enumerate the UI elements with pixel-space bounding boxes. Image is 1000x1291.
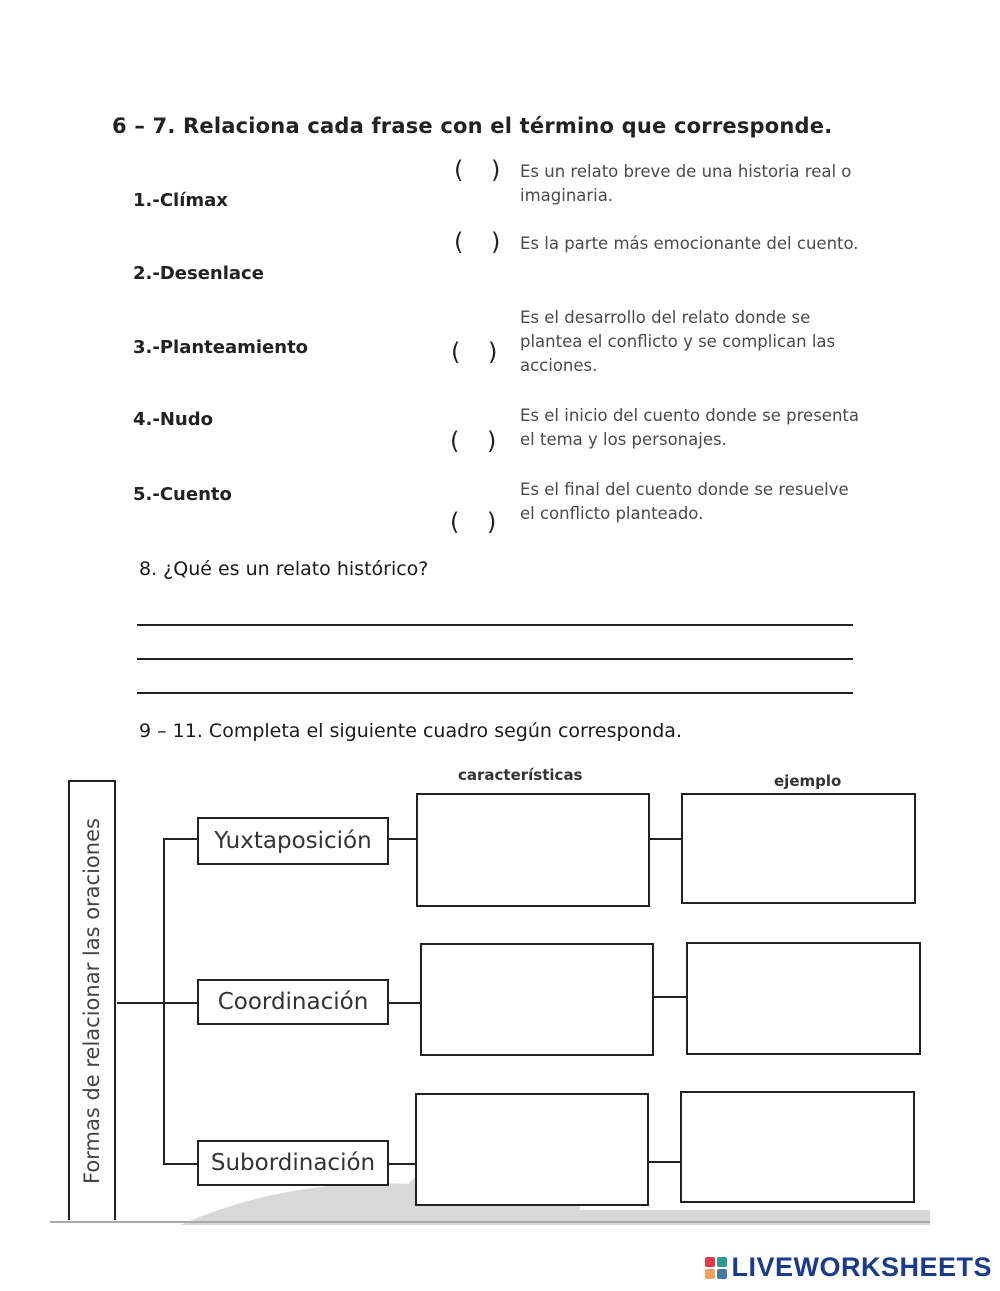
connector-row-2 xyxy=(163,1002,197,1004)
term-desenlace: 2.-Desenlace xyxy=(133,263,264,284)
logo-square-3 xyxy=(705,1269,715,1279)
answer-paren-3[interactable]: ( ) xyxy=(451,338,508,366)
section1-title: 6 – 7. Relaciona cada frase con el término que corresponde. xyxy=(112,114,833,138)
definition-1: Es un relato breve de una historia real o imaginaria. xyxy=(520,162,852,205)
answer-line-2[interactable] xyxy=(137,658,853,660)
connector-label-3 xyxy=(388,1163,416,1165)
logo-square-1 xyxy=(705,1257,715,1267)
characteristics-box-3[interactable] xyxy=(415,1093,649,1206)
row-label-coordinacion: Coordinación xyxy=(197,979,389,1025)
connector-example-2 xyxy=(653,996,686,998)
characteristics-box-1[interactable] xyxy=(416,793,650,907)
characteristics-box-2[interactable] xyxy=(420,943,654,1056)
row-label-subordinacion: Subordinación xyxy=(197,1140,389,1186)
example-box-2[interactable] xyxy=(686,942,921,1055)
definition-5: Es el final del cuento donde se resuelve el conflicto planteado. xyxy=(520,480,849,523)
answer-paren-2[interactable]: ( ) xyxy=(454,228,511,256)
answer-paren-1[interactable]: ( ) xyxy=(454,156,511,184)
example-box-1[interactable] xyxy=(681,793,916,904)
liveworksheets-logo-icon xyxy=(705,1257,727,1279)
section3-title: 9 – 11. Completa el siguiente cuadro según corresponda. xyxy=(139,720,682,742)
logo-square-2 xyxy=(717,1257,727,1267)
liveworksheets-logo-text: LIVEWORKSHEETS xyxy=(731,1252,992,1282)
term-cuento: 5.-Cuento xyxy=(133,484,232,505)
answer-paren-4[interactable]: ( ) xyxy=(450,427,507,455)
vertical-label-box xyxy=(68,780,116,1220)
definition-4: Es el inicio del cuento donde se presenta el tema y los personajes. xyxy=(520,406,859,449)
connector-row-3 xyxy=(163,1163,197,1165)
liveworksheets-brand xyxy=(705,1252,992,1283)
vertical-label-text: Formas de relacionar las oraciones xyxy=(80,818,104,1184)
connector-label-2 xyxy=(388,1002,421,1004)
answer-line-3[interactable] xyxy=(137,692,853,694)
connector-example-3 xyxy=(648,1161,681,1163)
term-planteamiento: 3.-Planteamiento xyxy=(133,337,309,358)
term-nudo: 4.-Nudo xyxy=(133,409,213,430)
row-label-yuxtaposicion: Yuxtaposición xyxy=(197,817,389,865)
logo-square-4 xyxy=(717,1269,727,1279)
connector-main xyxy=(117,1002,165,1004)
example-box-3[interactable] xyxy=(680,1091,915,1203)
answer-line-1[interactable] xyxy=(137,624,853,626)
connector-example-1 xyxy=(649,838,682,840)
connector-label-1 xyxy=(388,838,417,840)
connector-vertical xyxy=(163,838,165,1164)
definition-3: Es el desarrollo del relato donde se plantea el conflicto y se complican las acciones. xyxy=(520,308,836,375)
column-header-example: ejemplo xyxy=(774,772,842,790)
answer-paren-5[interactable]: ( ) xyxy=(450,508,507,536)
question-8: 8. ¿Qué es un relato histórico? xyxy=(139,558,429,580)
term-climax: 1.-Clímax xyxy=(133,190,228,211)
connector-row-1 xyxy=(163,838,197,840)
column-header-characteristics: características xyxy=(458,766,583,784)
definition-2: Es la parte más emocionante del cuento. xyxy=(520,234,859,253)
